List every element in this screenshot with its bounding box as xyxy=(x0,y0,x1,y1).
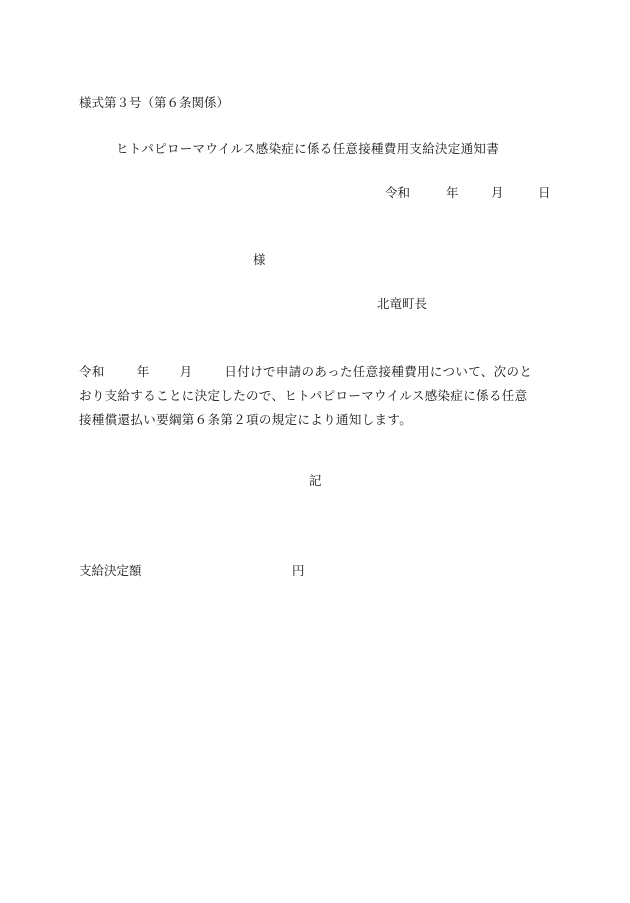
date-era: 令和 xyxy=(385,185,411,200)
body-paragraph xyxy=(79,360,555,432)
body-line-1-text: 日付けで申請のあった任意接種費用について、次のと xyxy=(224,364,533,379)
date-month: 月 xyxy=(491,185,504,200)
issuer: 北竜町長 xyxy=(377,296,428,311)
date-day: 日 xyxy=(538,185,551,200)
body-date-month: 月 xyxy=(179,364,193,379)
body-line-1 xyxy=(79,360,555,384)
body-line-3: 接種償還払い要綱第６条第２項の規定により通知します。 xyxy=(79,412,413,427)
recipient-suffix: 様 xyxy=(253,252,266,267)
body-date-era: 令和 xyxy=(79,364,105,379)
amount-label: 支給決定額 xyxy=(79,563,142,578)
body-date-year: 年 xyxy=(136,364,150,379)
date-year: 年 xyxy=(446,185,459,200)
body-line-2: おり支給することに決定したので、ヒトパピローマウイルス感染症に係る任意 xyxy=(79,388,528,403)
document-title: ヒトパピローマウイルス感染症に係る任意接種費用支給決定通知書 xyxy=(116,141,500,156)
ki-heading: 記 xyxy=(309,473,322,488)
amount-unit: 円 xyxy=(292,563,305,578)
form-number: 様式第３号（第６条関係） xyxy=(79,95,230,110)
